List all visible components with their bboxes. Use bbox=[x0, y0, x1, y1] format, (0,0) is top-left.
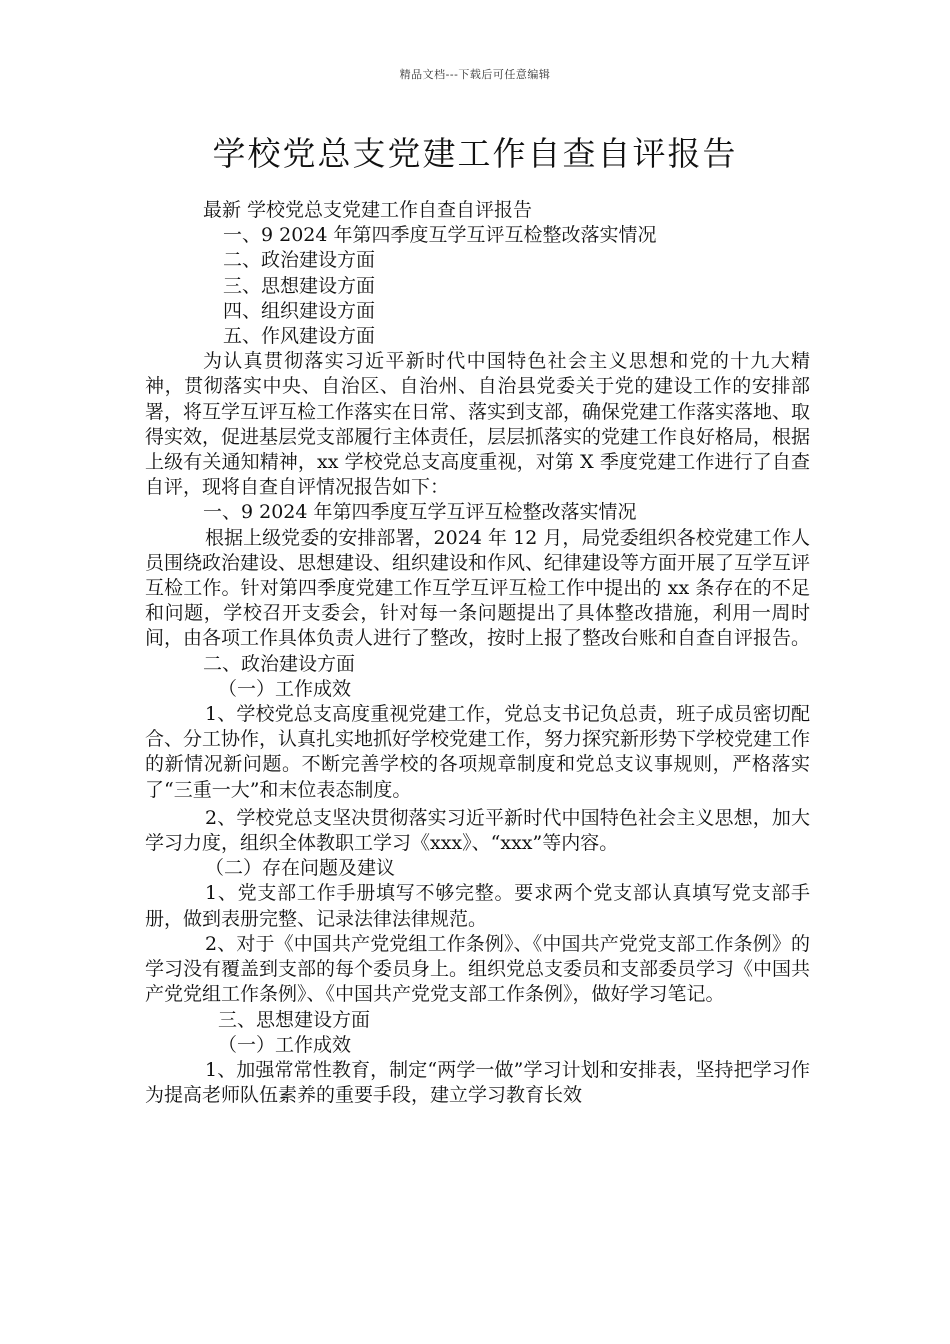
section-heading: 二、政治建设方面 bbox=[203, 652, 356, 675]
intro-paragraph: 为认真贯彻落实习近平新时代中国特色社会主义思想和党的十九大精神，贯彻落实中央、自治区、自治州、自治县党委关于党的建设工作的安排部署，将互学互评互检工作落实在日常、落实到支部，确保党建工作落实落地、取得实效，促进基层党支部履行主体责任，层层抓落实的党建工作良好格局，根据上级有关通知精神，xx 学校党总支高度重视，对第 X 季度党建工作进行了自查自评，现将自查自评情况报告如下： bbox=[145, 350, 811, 499]
toc-item: 五、作风建设方面 bbox=[223, 325, 376, 348]
section-paragraph: 1、党支部工作手册填写不够完整。要求两个党支部认真填写党支部手册，做到表册完整、记录法律法律规范。 bbox=[145, 882, 810, 930]
section-paragraph: 1、加强常常性教育，制定“两学一做”学习计划和安排表，坚持把学习作为提高老师队伍素养的重要手段，建立学习教育长效 bbox=[145, 1058, 810, 1107]
section-paragraph: 2、学校党总支坚决贯彻落实习近平新时代中国特色社会主义思想，加大学习力度，组织全体教职工学习《xxx》、“xxx”等内容。 bbox=[145, 806, 810, 855]
section-heading: 三、思想建设方面 bbox=[218, 1008, 371, 1031]
section-heading: 一、9 2024 年第四季度互学互评互检整改落实情况 bbox=[203, 501, 637, 524]
subsection-heading: （一）工作成效 bbox=[218, 677, 352, 700]
toc-item: 三、思想建设方面 bbox=[223, 274, 376, 297]
subsection-heading: （二）存在问题及建议 bbox=[205, 857, 396, 880]
document-title: 学校党总支党建工作自查自评报告 bbox=[212, 134, 738, 173]
toc-subtitle: 最新 学校党总支党建工作自查自评报告 bbox=[203, 199, 533, 221]
subsection-heading: （一）工作成效 bbox=[218, 1033, 352, 1056]
section-paragraph: 根据上级党委的安排部署，2024 年 12 月，局党委组织各校党建工作人员围绕政治建设、思想建设、组织建设和作风、纪律建设等方面开展了互学互评互检工作。针对第四季度党建工作互学互评互检工作中提出的 xx 条存在的不足和问题，学校召开支委会，针对每一条问题提出了具体整改措施，利用一周时间，由各项工作具体负责人进行了整改，按时上报了整改台账和自查自评报告。 bbox=[145, 526, 811, 650]
toc-item: 一、9 2024 年第四季度互学互评互检整改落实情况 bbox=[223, 224, 657, 247]
header-note: 精品文档---下载后可任意编辑 bbox=[399, 68, 551, 81]
document-body bbox=[145, 198, 810, 1108]
toc-item: 四、组织建设方面 bbox=[223, 299, 376, 322]
section-paragraph: 2、对于《中国共产党党组工作条例》、《中国共产党党支部工作条例》的学习没有覆盖到支部的每个委员身上。组织党总支委员和支部委员学习《中国共产党党组工作条例》、《中国共产党党支部工作条例》，做好学习笔记。 bbox=[145, 932, 811, 1006]
toc-item: 二、政治建设方面 bbox=[223, 249, 376, 272]
section-paragraph: 1、学校党总支高度重视党建工作，党总支书记负总责，班子成员密切配合、分工协作，认真扎实地抓好学校党建工作，努力探究新形势下学校党建工作的新情况新问题。不断完善学校的各项规章制度和党总支议事规则，严格落实了“三重一大”和末位表态制度。 bbox=[145, 703, 811, 801]
